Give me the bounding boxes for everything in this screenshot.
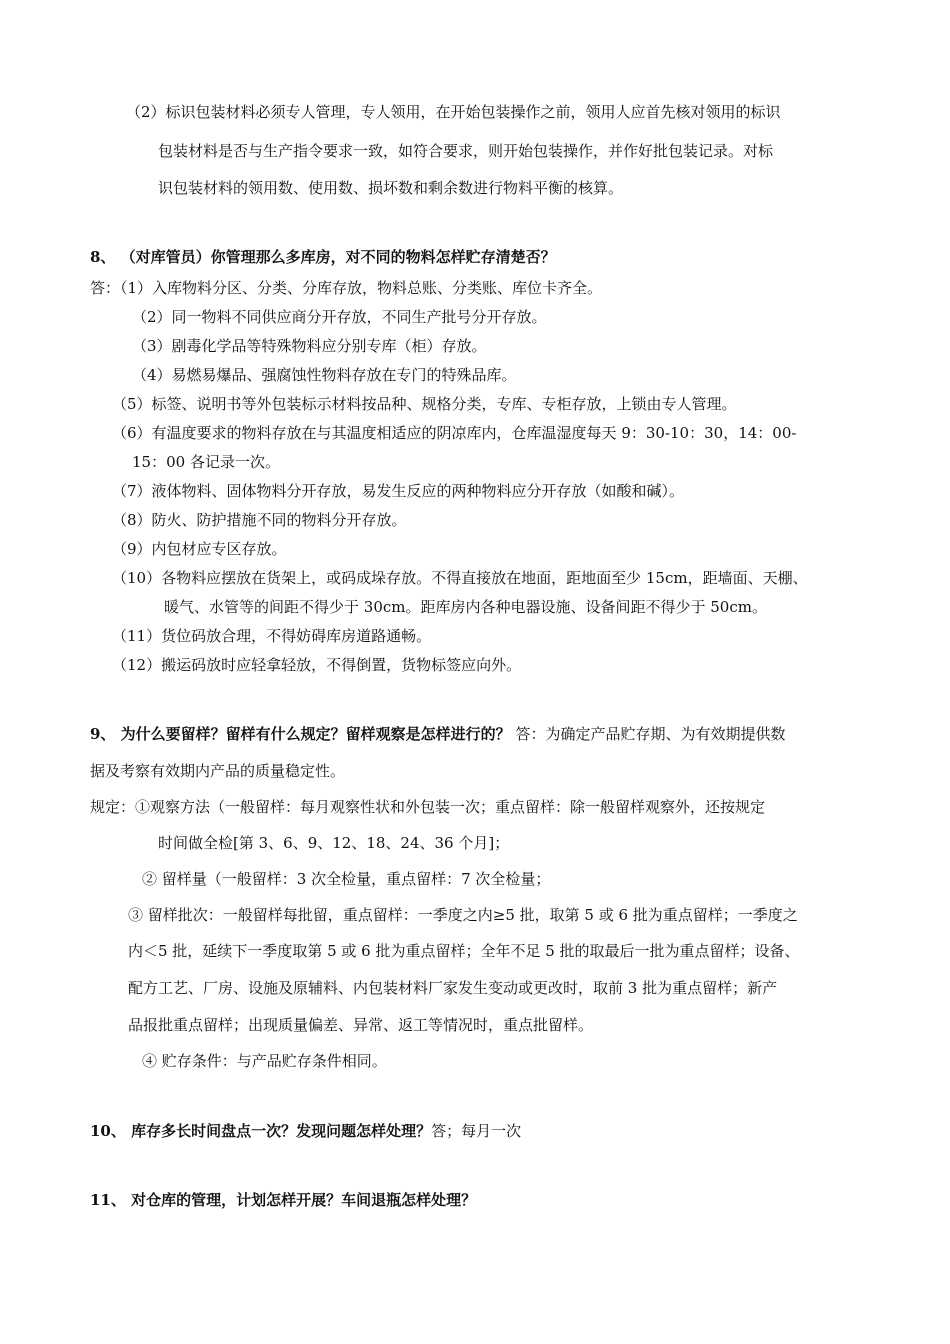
q8-answer-7: （7）液体物料、固体物料分开存放，易发生反应的两种物料应分开存放（如酸和碱）。 — [112, 482, 685, 500]
question-11-heading: 11、 对仓库的管理，计划怎样开展？车间退瓶怎样处理？ — [90, 1191, 477, 1209]
top-item-2-line3: 识包装材料的领用数、使用数、损坏数和剩余数进行物料平衡的核算。 — [158, 179, 624, 197]
q8-answer-4: （4）易燃易爆品、强腐蚀性物料存放在专门的特殊品库。 — [132, 366, 517, 384]
q8-answer-2: （2）同一物料不同供应商分开存放，不同生产批号分开存放。 — [132, 308, 547, 326]
q8-answer-3: （3）剧毒化学品等特殊物料应分别专库（柜）存放。 — [132, 337, 487, 355]
q8-answer-6-line2: 15：00 各记录一次。 — [132, 453, 280, 471]
q9-rule-3-line2: 内＜5 批，延续下一季度取第 5 或 6 批为重点留样；全年不足 5 批的取最后一批为重点留样；设备、 — [128, 942, 800, 960]
q9-rule-1-line1: 规定：①观察方法（一般留样：每月观察性状和外包装一次；重点留样：除一般留样观察外，还按规定 — [90, 798, 766, 816]
q9-rule-3-line3: 配方工艺、厂房、设施及原辅料、内包装材料厂家发生变动或更改时，取前 3 批为重点留样；新产 — [128, 979, 778, 997]
q8-answer-8: （8）防火、防护措施不同的物料分开存放。 — [112, 511, 407, 529]
q8-answer-1: 答：（1）入库物料分区、分类、分库存放，物料总账、分类账、库位卡齐全。 — [90, 279, 603, 297]
q9-rule-2: ② 留样量（一般留样：3 次全检量，重点留样：7 次全检量； — [142, 870, 551, 888]
q9-rule-4: ④ 贮存条件：与产品贮存条件相同。 — [142, 1052, 387, 1070]
q8-answer-10-line2: 暖气、水管等的间距不得少于 30cm。距库房内各种电器设施、设备间距不得少于 50cm。 — [164, 598, 767, 616]
q8-answer-6-line1: （6）有温度要求的物料存放在与其温度相适应的阴凉库内，仓库温湿度每天 9：30-10：30，14：00- — [112, 424, 797, 442]
top-item-2-line1: （2）标识包装材料必须专人管理，专人领用，在开始包装操作之前，领用人应首先核对领用的标识 — [126, 103, 781, 121]
question-10-heading: 10、 库存多长时间盘点一次？发现问题怎样处理？ — [90, 1122, 432, 1140]
question-9-heading: 9、 为什么要留样？留样有什么规定？留样观察是怎样进行的？ — [90, 725, 511, 743]
question-8-heading: 8、 （对库管员）你管理那么多库房，对不同的物料怎样贮存清楚否？ — [90, 248, 556, 266]
question-9-line — [90, 724, 785, 744]
top-item-2-line2: 包装材料是否与生产指令要求一致，如符合要求，则开始包装操作，并作好批包装记录。对标 — [158, 142, 774, 160]
q8-answer-10-line1: （10）各物料应摆放在货架上，或码成垛存放。不得直接放在地面，距地面至少 15cm，距墙面、天棚、 — [112, 569, 808, 587]
q8-answer-5: （5）标签、说明书等外包装标示材料按品种、规格分类，专库、专柜存放，上锁由专人管理。 — [112, 395, 737, 413]
q10-answer: 答；每月一次 — [431, 1122, 522, 1140]
q9-rule-1-line2: 时间做全检[第 3、6、9、12、18、24、36 个月]； — [158, 834, 510, 852]
q9-answer-continued: 据及考察有效期内产品的质量稳定性。 — [90, 762, 346, 780]
q8-answer-11: （11）货位码放合理，不得妨碍库房道路通畅。 — [112, 627, 432, 645]
q8-answer-9: （9）内包材应专区存放。 — [112, 540, 287, 558]
q9-answer-inline: 答：为确定产品贮存期、为有效期提供数 — [515, 725, 786, 743]
q9-rule-3-line4: 品报批重点留样；出现质量偏差、异常、返工等情况时，重点批留样。 — [128, 1016, 594, 1034]
question-10-line — [90, 1121, 521, 1141]
q8-answer-12: （12）搬运码放时应轻拿轻放，不得倒置，货物标签应向外。 — [112, 656, 522, 674]
q9-rule-3-line1: ③ 留样批次：一般留样每批留，重点留样：一季度之内≥5 批，取第 5 或 6 批为重点留样；一季度之 — [128, 906, 798, 924]
